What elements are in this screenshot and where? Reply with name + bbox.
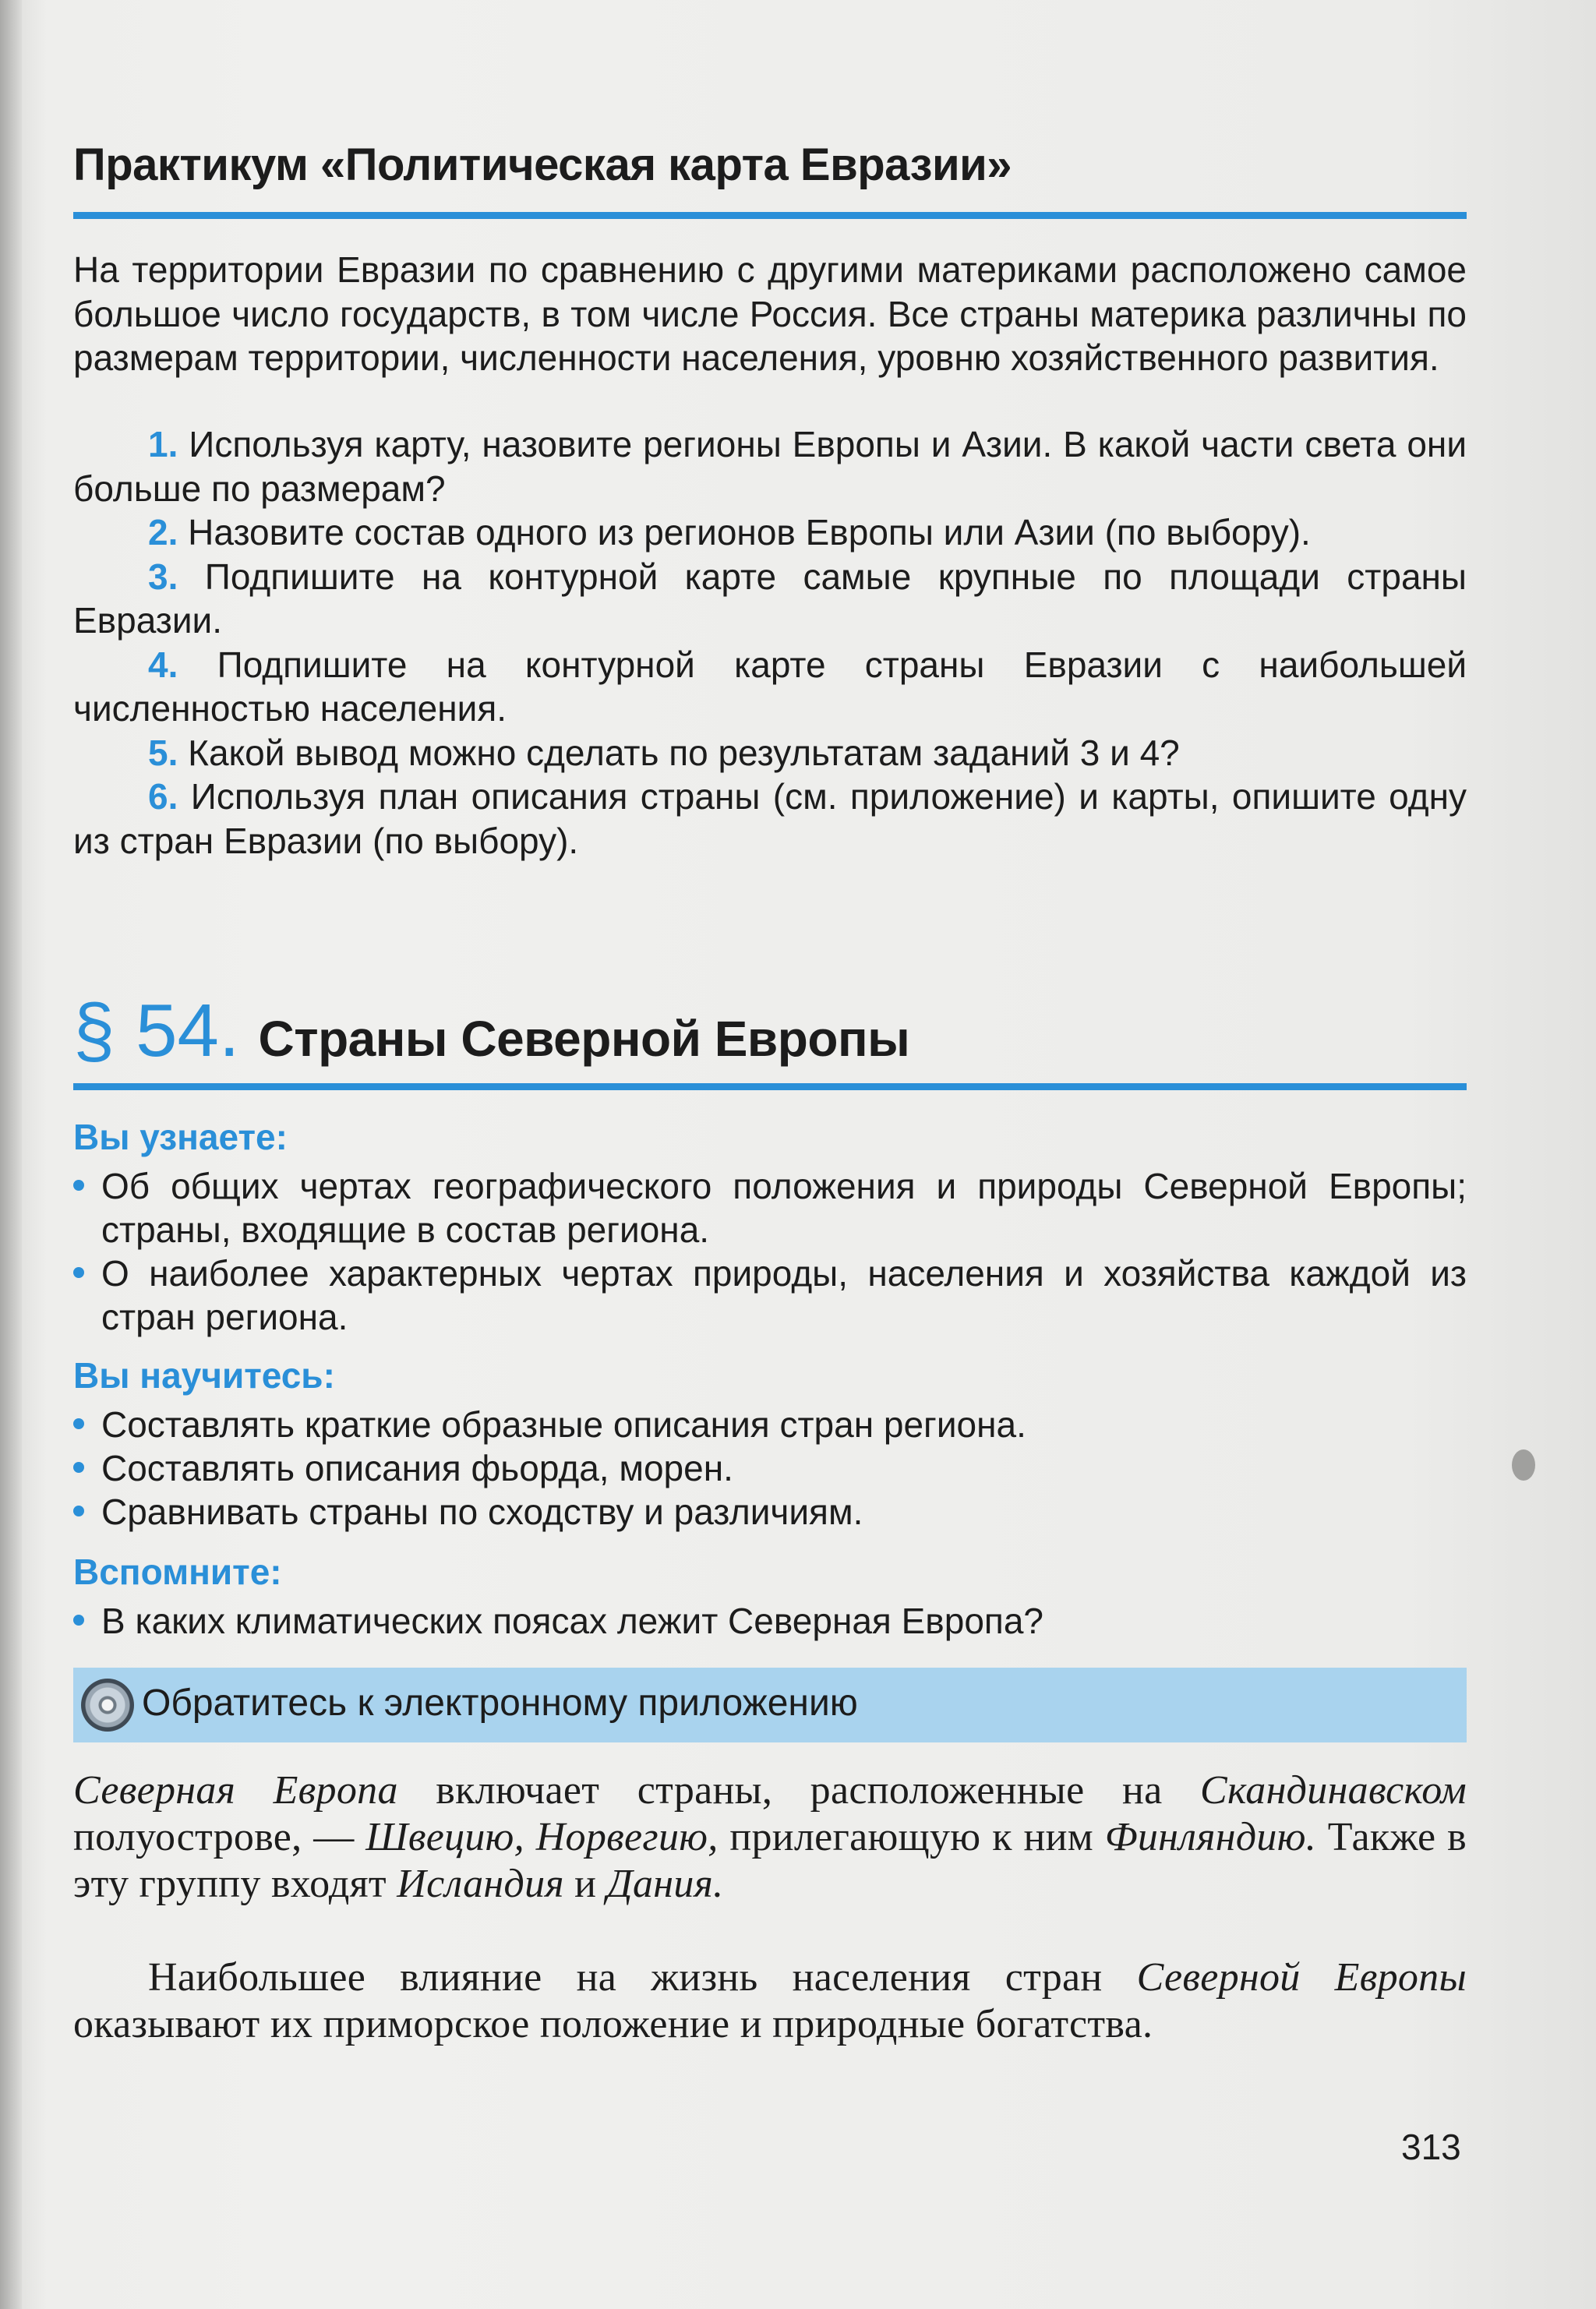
skills-item-text: Составлять краткие образные описания стран региона.	[101, 1404, 1026, 1445]
task-list	[73, 422, 1467, 863]
task-item	[73, 643, 1467, 731]
task-text: Используя план описания страны (см. приложение) и карты, опишите одну из стран Евразии (по выбору).	[73, 776, 1467, 861]
learn-item	[73, 1252, 1467, 1339]
italic-term: Северная Европа	[73, 1768, 398, 1813]
recall-item-text: В каких климатических поясах лежит Северная Европа?	[101, 1601, 1043, 1641]
task-item	[73, 510, 1467, 555]
paper-speck	[1512, 1449, 1535, 1481]
italic-term: Северной Европы	[1136, 1955, 1467, 2000]
bullet-icon	[73, 1615, 84, 1626]
practicum-title: Практикум «Политическая карта Евразии»	[73, 139, 1012, 190]
body-text-run: Наибольшее влияние на жизнь населения стран	[148, 1955, 1137, 2000]
italic-term: Дания.	[606, 1862, 724, 1906]
skills-item	[73, 1446, 1467, 1490]
task-item	[73, 555, 1467, 643]
bullet-icon	[73, 1462, 84, 1473]
task-text: Назовите состав одного из регионов Европы или Азии (по выбору).	[188, 512, 1311, 553]
binding-shadow	[0, 0, 22, 2309]
italic-term: Исландия	[397, 1862, 564, 1906]
recall-list	[73, 1599, 1467, 1643]
practicum-intro: На территории Евразии по сравнению с другими материками расположено самое большое число государств, в том числе Россия. Все страны материка различны по размерам территории, численности населения, уровню хозяйственного развития.	[73, 249, 1467, 378]
task-text: Подпишите на контурной карте самые крупные по площади страны Евразии.	[73, 556, 1467, 641]
task-item	[73, 775, 1467, 863]
task-number: 2.	[148, 512, 178, 553]
bullet-icon	[73, 1418, 84, 1429]
learn-list	[73, 1164, 1467, 1339]
task-number: 6.	[148, 776, 178, 817]
body-text-run: оказывают их приморское положение и природные богатства.	[73, 2002, 1153, 2046]
body-paragraph-2	[73, 1954, 1467, 2048]
bullet-icon	[73, 1506, 84, 1516]
task-text: Какой вывод можно сделать по результатам заданий 3 и 4?	[188, 732, 1180, 773]
task-item	[73, 422, 1467, 510]
electronic-supplement-banner	[73, 1668, 1467, 1742]
skills-item	[73, 1403, 1467, 1446]
skills-item-text: Сравнивать страны по сходству и различиям.	[101, 1492, 863, 1532]
italic-term: Швецию, Норвегию,	[365, 1815, 719, 1859]
body-text-run: и	[563, 1862, 607, 1906]
learn-item-text: О наиболее характерных чертах природы, населения и хозяйства каждой из стран региона.	[101, 1253, 1467, 1337]
skills-item-text: Составлять описания фьорда, морен.	[101, 1448, 733, 1488]
page-number: 313	[1401, 2127, 1461, 2167]
body-text-run: полуострове, —	[73, 1815, 366, 1859]
bullet-icon	[73, 1180, 84, 1191]
task-number: 1.	[148, 424, 178, 464]
skills-item	[73, 1490, 1467, 1534]
skills-list	[73, 1403, 1467, 1534]
learn-item	[73, 1164, 1467, 1252]
body-text-run: Также в эту группу входят	[73, 1815, 1467, 1906]
body-text-run: прилегающую к ним	[718, 1815, 1105, 1859]
section-number: § 54.	[73, 989, 240, 1072]
task-number: 4.	[148, 644, 178, 685]
task-item	[73, 731, 1467, 775]
learn-item-text: Об общих чертах географического положения и природы Северной Европы; страны, входящие в состав региона.	[101, 1166, 1467, 1250]
body-text-run: включает страны, расположенные на	[397, 1768, 1200, 1813]
section-rule	[73, 1083, 1467, 1090]
cd-disc-icon	[81, 1679, 134, 1732]
recall-item	[73, 1599, 1467, 1643]
task-text: Используя карту, назовите регионы Европы и Азии. В какой части света они больше по размерам?	[73, 424, 1467, 509]
bullet-icon	[73, 1267, 84, 1278]
task-text: Подпишите на контурной карте страны Евразии с наибольшей численностью населения.	[73, 644, 1467, 729]
section-heading	[73, 988, 1467, 1074]
italic-term: Скандинавском	[1199, 1768, 1467, 1813]
italic-term: Финляндию.	[1104, 1815, 1316, 1859]
task-number: 3.	[148, 556, 178, 597]
section-title: Страны Северной Европы	[258, 1011, 910, 1067]
learn-heading: Вы узнаете:	[73, 1117, 288, 1157]
task-number: 5.	[148, 732, 178, 773]
skills-heading: Вы научитесь:	[73, 1355, 335, 1396]
recall-heading: Вспомните:	[73, 1552, 282, 1592]
body-paragraph-1	[73, 1767, 1467, 1908]
electronic-supplement-text: Обратитесь к электронному приложению	[142, 1682, 858, 1724]
title-rule	[73, 212, 1467, 219]
